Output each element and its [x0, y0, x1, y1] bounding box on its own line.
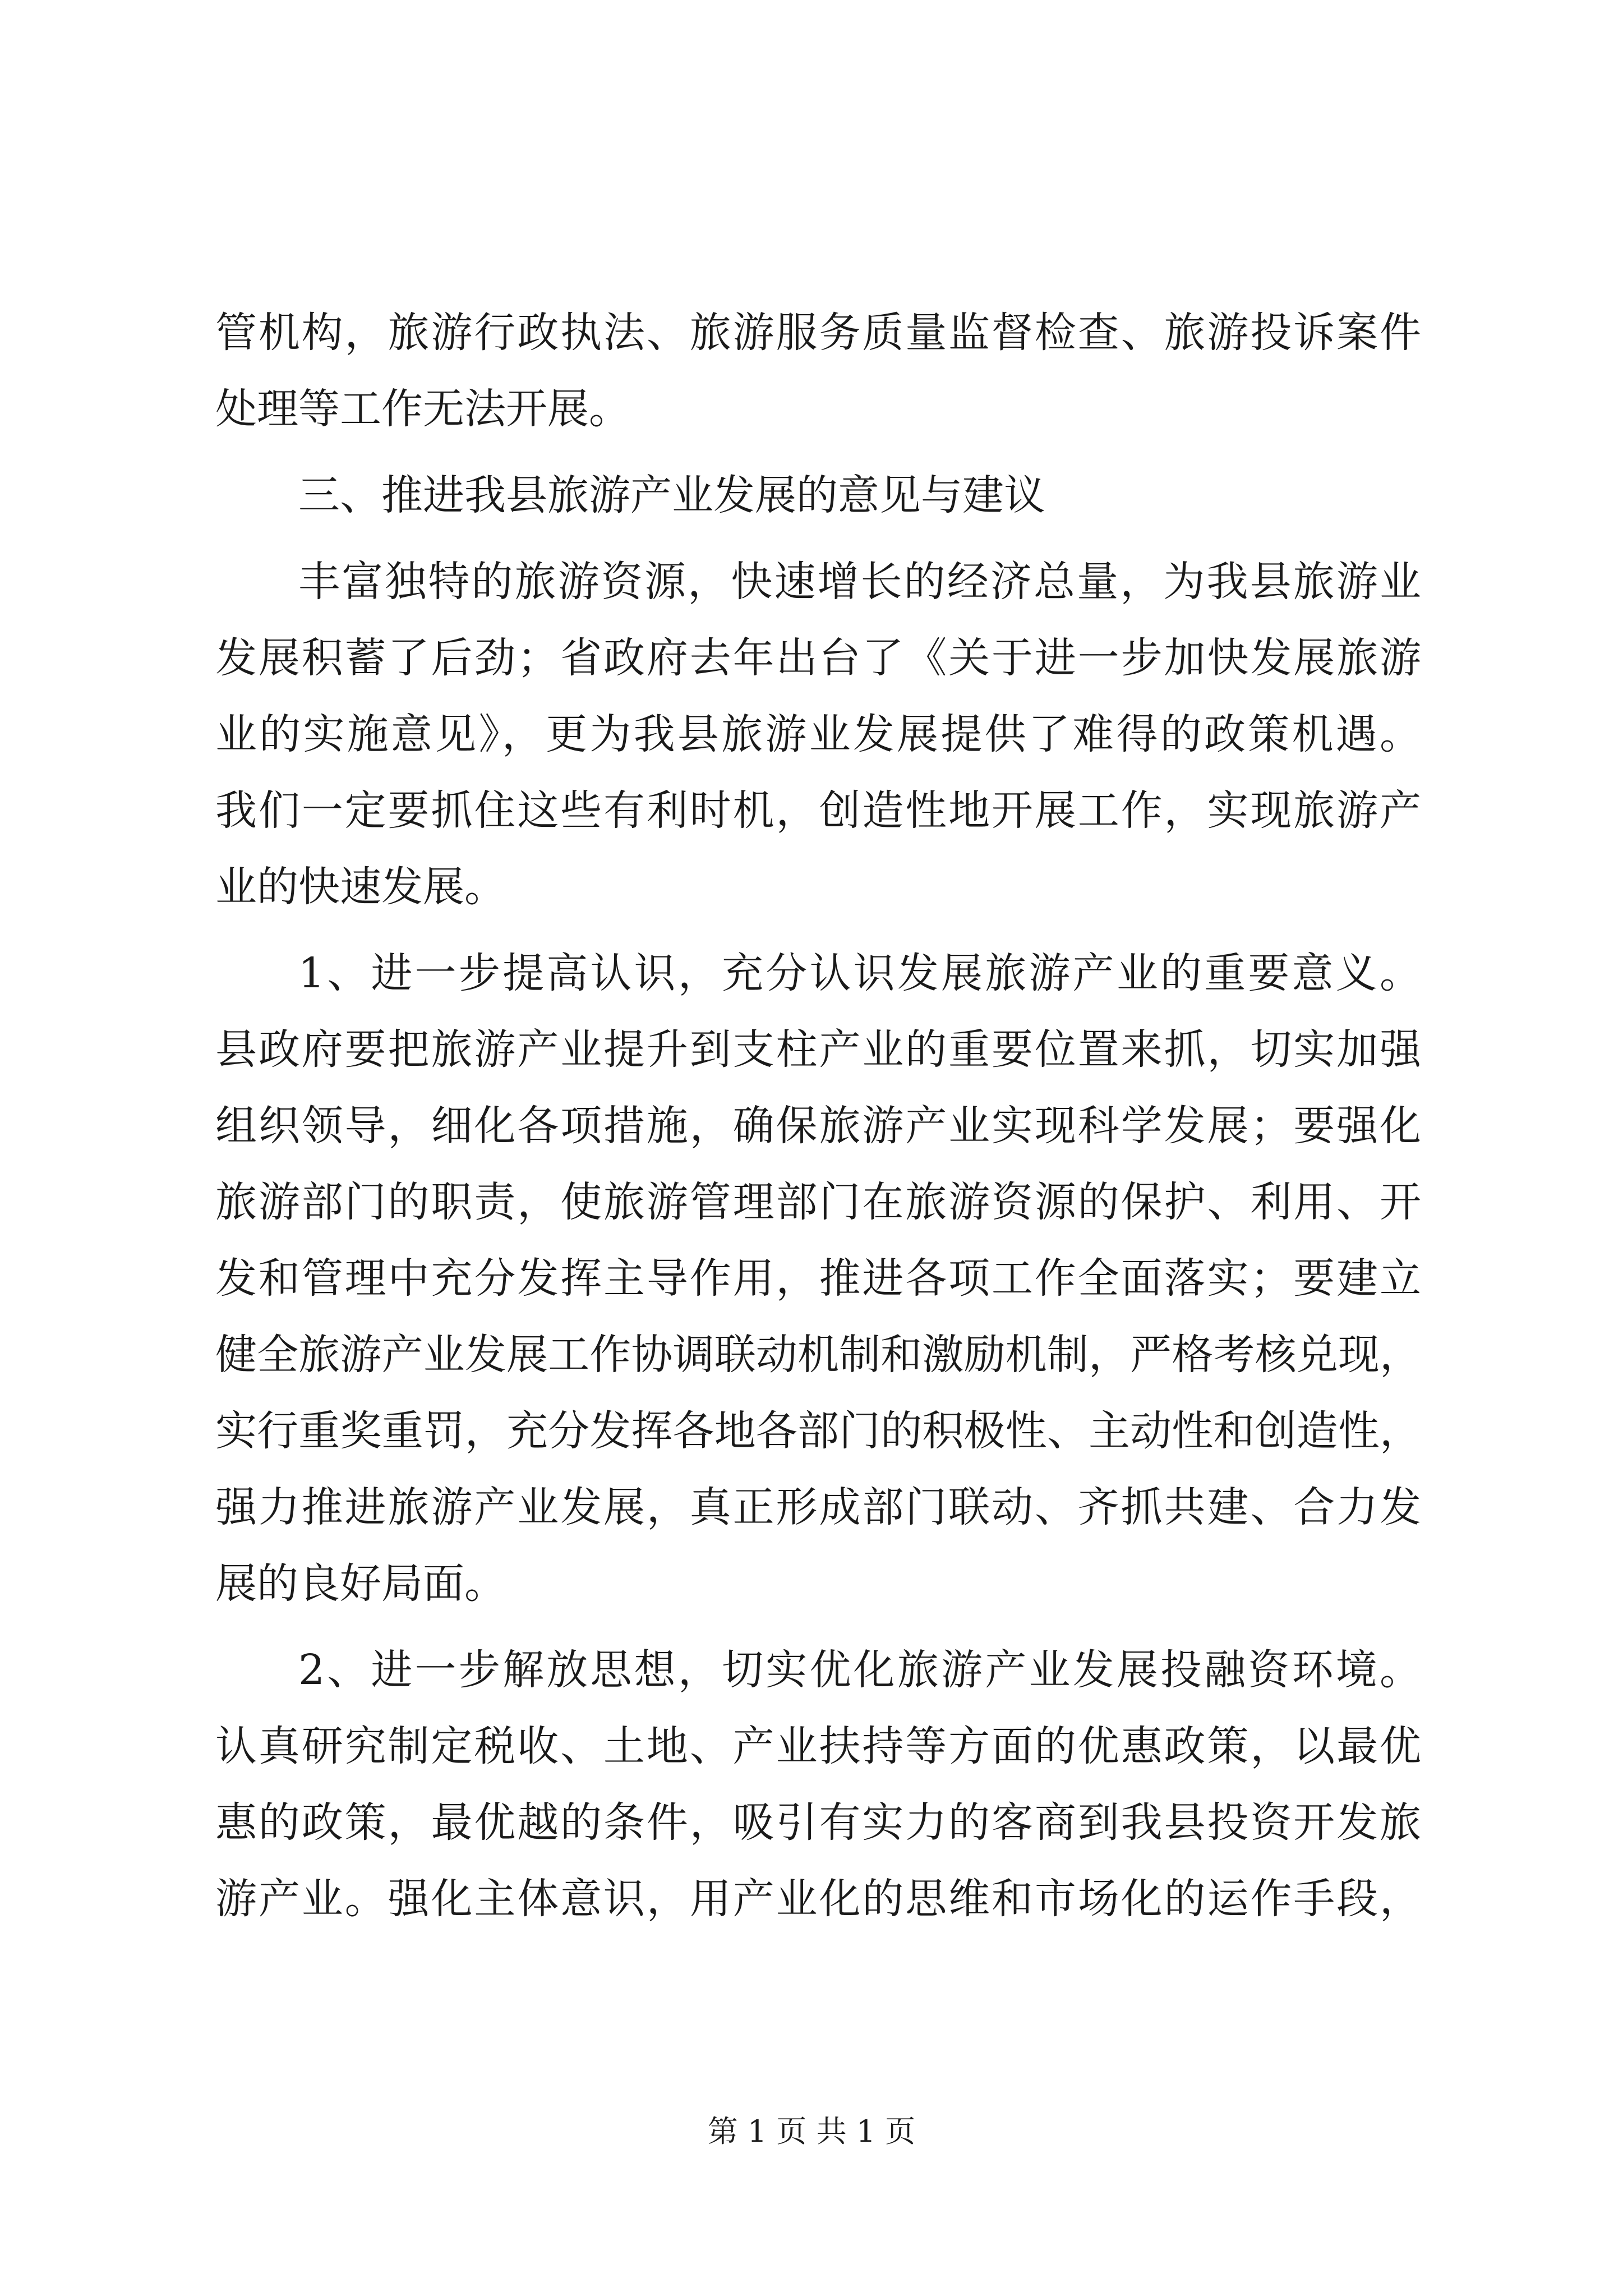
text-line: 业的实施意见》，更为我县旅游业发展提供了难得的政策机遇。 [215, 710, 1421, 758]
text-line: 强力推进旅游产业发展，真正形成部门联动、齐抓共建、合力发 [215, 1483, 1421, 1531]
subsection-heading: 1、进一步提高认识，充分认识发展旅游产业的重要意义。 [298, 949, 1421, 997]
text-line: 管机构，旅游行政执法、旅游服务质量监督检查、旅游投诉案件 [215, 309, 1421, 357]
text-line: 县政府要把旅游产业提升到支柱产业的重要位置来抓，切实加强 [215, 1025, 1421, 1074]
section-heading: 三、推进我县旅游产业发展的意见与建议 [298, 471, 1045, 519]
text-line: 惠的政策，最优越的条件，吸引有实力的客商到我县投资开发旅 [215, 1798, 1421, 1847]
text-line: 展的良好局面。 [215, 1559, 506, 1608]
text-line: 旅游部门的职责，使旅游管理部门在旅游资源的保护、利用、开 [215, 1178, 1421, 1226]
text-line: 认真研究制定税收、土地、产业扶持等方面的优惠政策，以最优 [215, 1722, 1421, 1770]
text-line: 发和管理中充分发挥主导作用，推进各项工作全面落实；要建立 [215, 1254, 1421, 1303]
text-line: 实行重奖重罚，充分发挥各地各部门的积极性、主动性和创造性， [215, 1407, 1421, 1455]
text-line: 丰富独特的旅游资源，快速增长的经济总量，为我县旅游业 [298, 558, 1421, 606]
text-line: 业的快速发展。 [215, 863, 506, 911]
text-line: 游产业。强化主体意识，用产业化的思维和市场化的运作手段， [215, 1875, 1421, 1923]
page-footer: 第 1 页 共 1 页 [707, 2114, 916, 2149]
subsection-heading: 2、进一步解放思想，切实优化旅游产业发展投融资环境。 [298, 1646, 1421, 1694]
text-line: 组织领导，细化各项措施，确保旅游产业实现科学发展；要强化 [215, 1102, 1421, 1150]
text-line: 处理等工作无法开展。 [215, 385, 630, 433]
text-line: 我们一定要抓住这些有利时机，创造性地开展工作，实现旅游产 [215, 786, 1421, 835]
text-line: 发展积蓄了后劲；省政府去年出台了《关于进一步加快发展旅游 [215, 634, 1421, 682]
text-line: 健全旅游产业发展工作协调联动机制和激励机制，严格考核兑现， [215, 1331, 1421, 1379]
